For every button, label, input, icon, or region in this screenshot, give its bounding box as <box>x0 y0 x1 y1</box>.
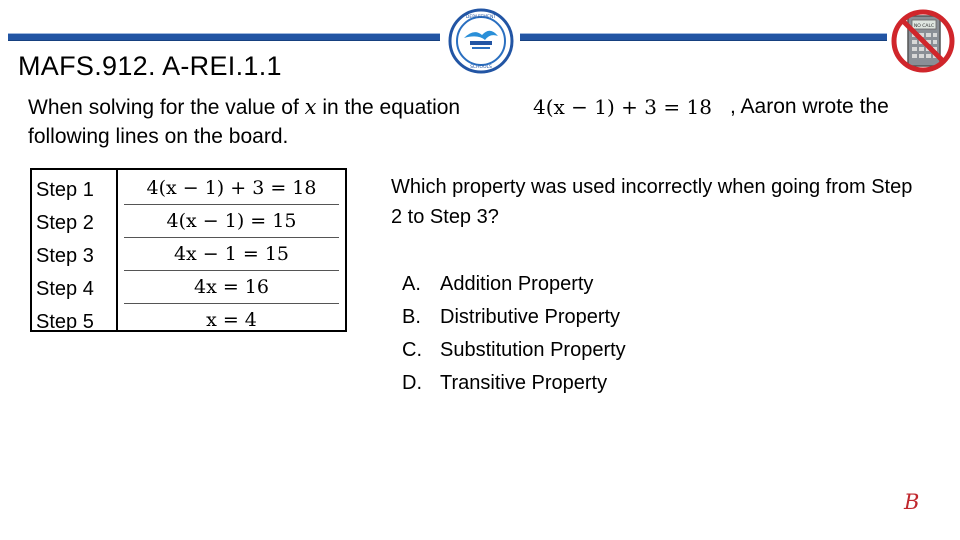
step-label: Step 4 <box>36 278 94 300</box>
logo-text-bottom: SCHOOLS <box>470 65 492 70</box>
intro-line-1 <box>28 95 460 120</box>
step-label: Step 5 <box>36 311 94 333</box>
step-label: Step 3 <box>36 245 94 267</box>
question-text: Which property was used incorrectly when going from Step 2 to Step 3? <box>391 176 913 228</box>
choice-text: Distributive Property <box>440 306 621 328</box>
choice-text: Substitution Property <box>440 339 626 361</box>
steps-table <box>30 168 347 332</box>
intro-line-2: following lines on the board. <box>28 125 289 148</box>
step-equations-column <box>118 170 345 330</box>
step-equation: 4(x − 1) + 3 = 18 <box>124 172 339 205</box>
choice-item <box>402 301 626 334</box>
slide-title: MAFS.912. A-REI.1.1 <box>18 51 282 81</box>
step-label: Step 2 <box>36 212 94 234</box>
step-equation: 4x − 1 = 15 <box>124 238 339 271</box>
choice-letter: C. <box>402 339 422 361</box>
intro-middle: in the equation <box>316 96 461 119</box>
header-rule-right <box>520 33 887 41</box>
choice-item <box>402 334 626 367</box>
calculator-text: NO CALC <box>913 24 935 29</box>
choice-letter: A. <box>402 273 421 295</box>
intro-prefix: When solving for the value of <box>28 96 305 119</box>
step-labels-column <box>32 170 118 333</box>
choice-text: Transitive Property <box>440 372 608 394</box>
header-rule-left <box>8 33 440 41</box>
answer-choices <box>402 268 626 400</box>
seal-logo-icon <box>448 8 514 74</box>
no-calculator-icon <box>890 6 956 76</box>
choice-letter: B. <box>402 306 421 328</box>
step-equation: 4(x − 1) = 15 <box>124 205 339 238</box>
choice-item <box>402 367 626 400</box>
choice-letter: D. <box>402 372 422 394</box>
intro-suffix: , Aaron wrote the <box>730 95 889 118</box>
step-equation: x = 4 <box>206 309 257 331</box>
choice-text: Addition Property <box>440 273 594 295</box>
step-equation: 4x = 16 <box>124 271 339 304</box>
step-label: Step 1 <box>36 179 94 201</box>
main-equation: 4(x − 1) + 3 = 18 <box>533 95 712 119</box>
logo-text-top: DEPARTMENT <box>465 15 497 20</box>
choice-item <box>402 268 626 301</box>
intro-variable: x <box>304 95 317 119</box>
answer-key: B <box>904 490 920 514</box>
